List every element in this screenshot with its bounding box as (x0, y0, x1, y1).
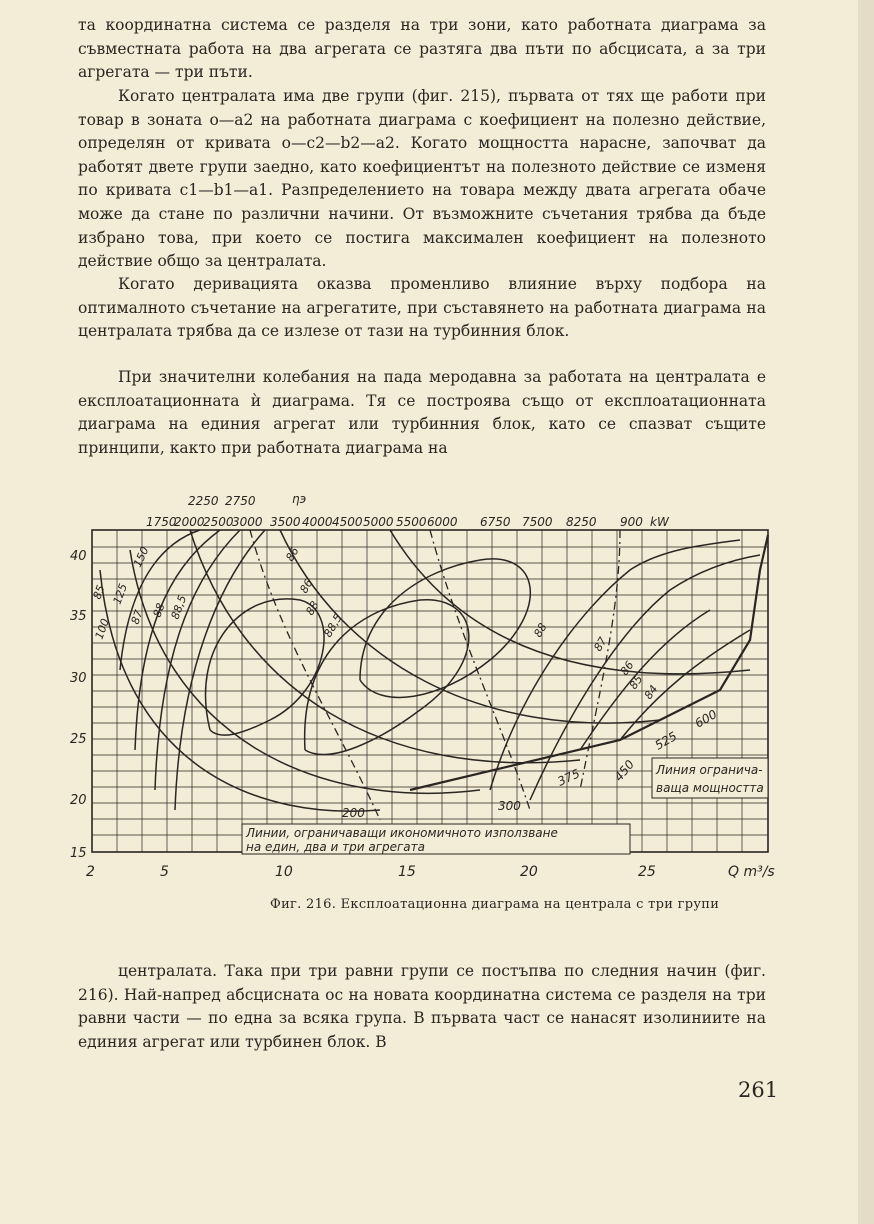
power-label: 100 (92, 616, 113, 642)
efficiency-label: 88 (303, 598, 322, 618)
top-scale-label: 5500 (396, 515, 427, 529)
top-scale-label: 3500 (270, 515, 301, 529)
top-scale-label: 7500 (522, 515, 553, 529)
economy-limit-line (580, 530, 620, 790)
power-label: 150 (130, 544, 152, 570)
power-label: 525 (652, 729, 680, 753)
efficiency-label: 88,5 (321, 611, 345, 640)
x-tick-label: 2 (86, 864, 95, 880)
efficiency-label: 87 (591, 634, 610, 654)
figure-caption: Фиг. 216. Експлоатационна диаграма на централа с три групи (270, 897, 720, 912)
page-number: 261 (738, 1078, 779, 1102)
efficiency-label: 86 (617, 658, 637, 678)
x-tick-label: 5 (160, 864, 169, 880)
efficiency-label: 86 (297, 576, 316, 596)
top-scale-label: 6750 (480, 515, 511, 529)
paragraph-three-groups: централата. Така при три равни групи се постъпва по следния начин (фиг. 216). Най-напред абсцисната ос на новата координатна система се разделя на три равни части — по една за всяка група. В първата част се нанасят изолиниите на единия агрегат или турбинен блок. В (78, 962, 766, 1051)
top-scale-label: 6000 (427, 515, 458, 529)
power-label: 300 (498, 799, 521, 813)
top-scale-label: 8250 (566, 515, 597, 529)
economy-limit-line (430, 530, 530, 810)
power-curve (190, 530, 580, 763)
y-tick-label: 15 (70, 846, 87, 861)
y-tick-label: 35 (70, 609, 87, 624)
power-limit-line (410, 535, 768, 790)
power-limit-annotation-line: Линия ограничa- (656, 763, 763, 777)
power-limit-annotation-line: ваща мощността (656, 781, 764, 795)
efficiency-curve (175, 530, 265, 810)
efficiency-label: 87 (128, 608, 146, 627)
efficiency-label: 85 (626, 672, 646, 692)
efficiency-label: 88,5 (168, 593, 190, 622)
top-scale-label: 900 (620, 515, 643, 529)
top-efficiency-label: ηэ (292, 492, 307, 506)
x-tick-label: 20 (520, 864, 538, 880)
top-scale-label: 3000 (232, 515, 263, 529)
x-tick-label: 15 (398, 864, 416, 880)
power-label: 125 (110, 581, 131, 607)
efficiency-label: 84 (641, 682, 661, 702)
top-scale-label: 2000 (174, 515, 205, 529)
page-edge (858, 0, 874, 1224)
paragraph-head-variation: При значителни колебания на пада меродавна за работата на централата е експлоатационната ѝ диаграма. Тя се построява също от експлоатационната диаграма на единия агрегат или турбинния блок, като се спазват същите принципи, както при работната диаграма на (78, 368, 766, 457)
y-tick-label: 25 (70, 732, 87, 747)
x-axis-unit: Q m³/s (728, 864, 775, 880)
paragraph-derivation: Когато деривацията оказва променливо влияние върху подбора на оптималното съчетание на агрегатите, при съставянето на работната диаграма на централата трябва да се излезе от тази на турбинния блок. (78, 275, 766, 341)
efficiency-label: 86 (283, 544, 302, 564)
top-scale-label: 4000 (302, 515, 333, 529)
top-scale-upper-label: 2250 (188, 494, 219, 508)
y-tick-label: 30 (70, 671, 87, 686)
efficiency-label: 85 (90, 583, 108, 602)
power-label: 200 (342, 806, 365, 820)
efficiency-label: 88 (150, 601, 168, 620)
paragraph-two-groups: Когато централата има две групи (фиг. 215), първата от тях ще работи при товар в зоната o—a2 на работната диаграма с коефициент на полезно действие, определян от кривата o—c2—b2—a2. Когато мощността нарасне, започват да работят двете групи заедно, като коефициентът на полезното действие се изменя по кривата c1—b1—a1. Разпределението на товара между двата агрегата обаче може да стане по различни начини. От възможните съчетания трябва да бъде избрано това, при което се постига максимален коефициент на полезното действие общо за централата. (78, 87, 766, 271)
power-label: 600 (692, 707, 720, 731)
efficiency-label: 88 (531, 620, 550, 640)
y-tick-label: 40 (70, 549, 87, 564)
top-scale-label: 2500 (203, 515, 234, 529)
efficiency-loop (360, 559, 530, 698)
y-tick-label: 20 (70, 793, 87, 808)
top-scale-label: 5000 (363, 515, 394, 529)
top-scale-label: 4500 (332, 515, 363, 529)
top-scale-upper-label: 2750 (225, 494, 256, 508)
top-scale-label: 1750 (146, 515, 177, 529)
economy-limit-annotation-line: на един, два и три агрегата (246, 840, 425, 854)
top-scale-unit: kW (650, 515, 669, 529)
operational-diagram-figure (60, 490, 780, 890)
power-label: 375 (555, 766, 583, 789)
economy-limit-annotation-line: Линии, ограничаващи икономичното използване (246, 826, 558, 840)
paragraph-continuation: та координатна система се разделя на три зони, като работната диаграма за съвместната работа на два агрегата се разтяга два пъти по абсцисата, а за три агрегата — три пъти. (78, 16, 766, 82)
power-label: 450 (611, 757, 638, 784)
x-tick-label: 25 (638, 864, 656, 880)
x-tick-label: 10 (275, 864, 293, 880)
